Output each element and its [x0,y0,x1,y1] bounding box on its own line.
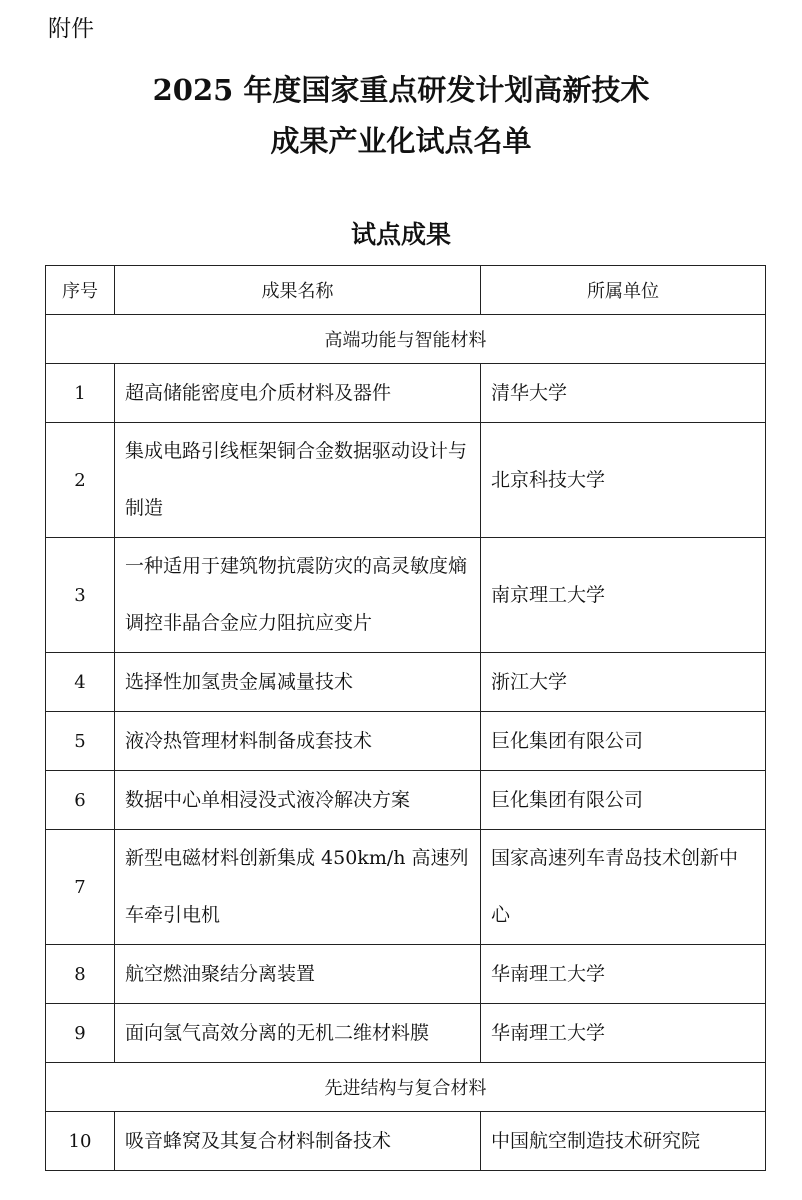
table-row [46,364,766,423]
document-title-line-1: 2025 年度国家重点研发计划高新技术 [152,73,650,107]
category-label: 高端功能与智能材料 [46,315,766,364]
row-name: 液冷热管理材料制备成套技术 [115,712,481,771]
row-name: 数据中心单相浸没式液冷解决方案 [115,771,481,830]
row-number: 6 [46,771,115,830]
table-row [46,830,766,945]
row-number: 1 [46,364,115,423]
table-header-row [46,266,766,315]
row-unit: 北京科技大学 [481,423,766,538]
row-number: 4 [46,653,115,712]
row-unit: 巨化集团有限公司 [481,712,766,771]
table-row [46,653,766,712]
row-name: 航空燃油聚结分离装置 [115,945,481,1004]
row-name: 面向氢气高效分离的无机二维材料膜 [115,1004,481,1063]
row-number: 2 [46,423,115,538]
category-label: 先进结构与复合材料 [46,1063,766,1112]
category-row [46,1063,766,1112]
header-number: 序号 [46,266,115,315]
row-unit: 国家高速列车青岛技术创新中心 [481,830,766,945]
row-unit: 浙江大学 [481,653,766,712]
attachment-label: 附件 [48,16,94,42]
table-row [46,1112,766,1171]
category-row [46,315,766,364]
row-name: 吸音蜂窝及其复合材料制备技术 [115,1112,481,1171]
row-name: 集成电路引线框架铜合金数据驱动设计与制造 [115,423,481,538]
header-name: 成果名称 [115,266,481,315]
results-table [45,265,766,1171]
row-unit: 华南理工大学 [481,945,766,1004]
table-row [46,1004,766,1063]
row-name: 新型电磁材料创新集成 450km/h 高速列车牵引电机 [115,830,481,945]
row-name: 超高储能密度电介质材料及器件 [115,364,481,423]
row-number: 8 [46,945,115,1004]
row-unit: 巨化集团有限公司 [481,771,766,830]
row-number: 9 [46,1004,115,1063]
section-title: 试点成果 [350,220,451,249]
row-unit: 华南理工大学 [481,1004,766,1063]
row-number: 7 [46,830,115,945]
header-unit: 所属单位 [481,266,766,315]
row-unit: 南京理工大学 [481,538,766,653]
row-name: 选择性加氢贵金属减量技术 [115,653,481,712]
table-row [46,945,766,1004]
document-title-line-2: 成果产业化试点名单 [270,124,532,158]
row-number: 5 [46,712,115,771]
row-unit: 中国航空制造技术研究院 [481,1112,766,1171]
row-number: 3 [46,538,115,653]
table-row [46,712,766,771]
table-row [46,771,766,830]
row-number: 10 [46,1112,115,1171]
row-unit: 清华大学 [481,364,766,423]
table-row [46,423,766,538]
row-name: 一种适用于建筑物抗震防灾的高灵敏度熵调控非晶合金应力阻抗应变片 [115,538,481,653]
table-row [46,538,766,653]
